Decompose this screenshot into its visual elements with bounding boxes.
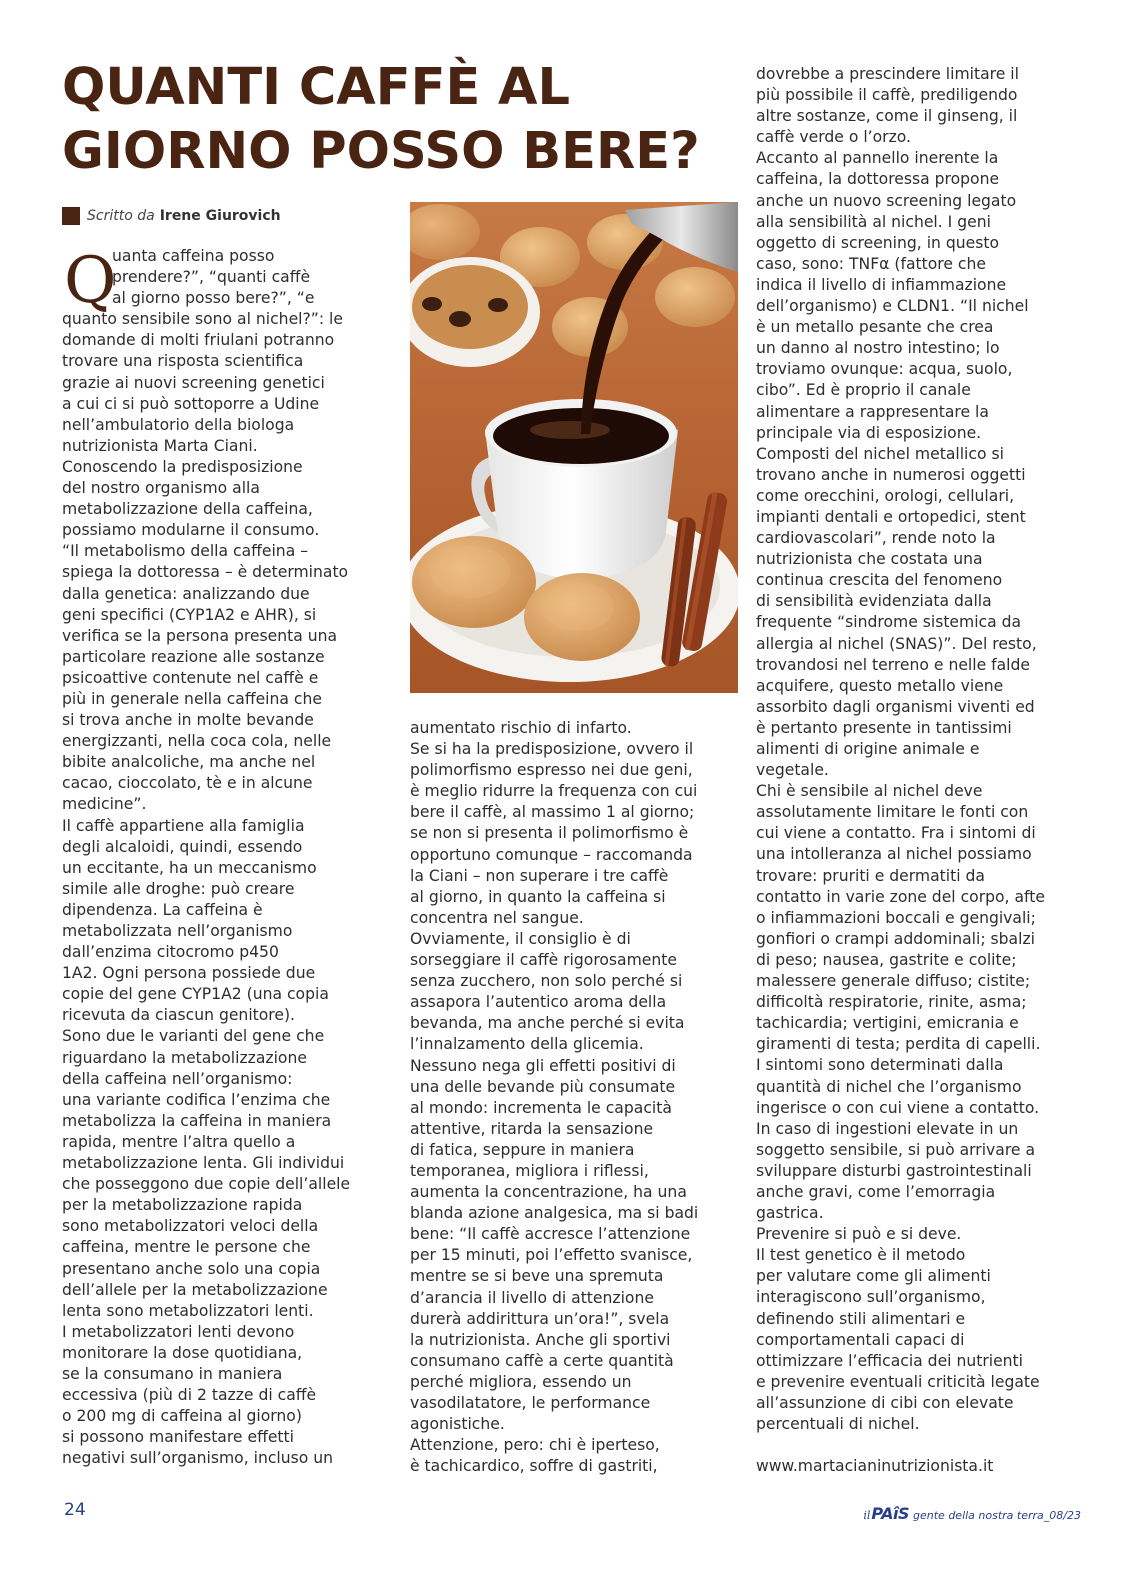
text-line: come orecchini, orologi, cellulari, — [756, 486, 1015, 505]
text-line: è un metallo pesante che crea — [756, 318, 994, 337]
text-line: la nutrizionista. Anche gli sportivi — [410, 1330, 671, 1349]
text-line: negativi sull’organismo, incluso un — [62, 1449, 334, 1468]
drop-cap: Q — [64, 244, 117, 318]
text-line: domande di molti friulani potranno — [62, 331, 335, 350]
text-line: Nessuno nega gli effetti positivi di — [410, 1056, 676, 1075]
text-line: grazie ai nuovi screening genetici — [62, 373, 325, 392]
text-line: più in generale nella caffeina che — [62, 689, 322, 708]
byline — [62, 206, 281, 226]
text-line: giramenti di testa; perdita di capelli. — [756, 1035, 1041, 1054]
text-line: si possono manifestare effetti — [62, 1428, 294, 1447]
text-line: “Il metabolismo della caffeina – — [62, 542, 308, 561]
brand-prefix: il — [863, 1509, 871, 1522]
text-line: l’innalzamento della glicemia. — [410, 1035, 644, 1054]
text-line: aumentato rischio di infarto. — [410, 719, 632, 737]
article-title: QUANTI CAFFÈ AL GIORNO POSSO BERE? — [62, 58, 700, 181]
text-line: ricevuta da ciascun genitore). — [62, 1006, 296, 1025]
text-line: gonfiori o crampi addominali; sbalzi — [756, 929, 1035, 948]
text-line: dell’allele per la metabolizzazione — [62, 1280, 328, 1299]
text-line: temporanea, migliora i riflessi, — [410, 1161, 649, 1180]
text-line: alimenti di origine animale e — [756, 740, 980, 758]
text-column-3 — [756, 64, 1078, 1477]
text-line: oggetto di screening, in questo — [756, 233, 1000, 252]
coffee-photo — [410, 202, 738, 693]
text-line: comportamentali capaci di — [756, 1330, 965, 1349]
text-line: di peso; nausea, gastrite e colite; — [756, 950, 1017, 969]
text-line: allergia al nichel (SNAS)”. Del resto, — [756, 634, 1037, 653]
text-line: consumano caffè a certe quantità — [410, 1351, 674, 1370]
text-line: sono metabolizzatori veloci della — [62, 1217, 319, 1236]
text-line: del nostro organismo alla — [62, 479, 260, 498]
text-line: particolare reazione alle sostanze — [62, 647, 325, 666]
text-line: frequente “sindrome sistemica da — [756, 613, 1022, 632]
text-line: contatto in varie zone del corpo, afte — [756, 887, 1045, 906]
text-line: vasodilatatore, le performance — [410, 1394, 651, 1412]
text-line: cardiovascolari”, rende noto la — [756, 529, 996, 548]
text-line: aumenta la concentrazione, ha una — [410, 1183, 687, 1202]
text-line: 1A2. Ogni persona possiede due — [62, 964, 316, 983]
text-line: nell’ambulatorio della biologa — [62, 415, 295, 434]
text-line: cibo”. Ed è proprio il canale — [756, 381, 971, 400]
text-line: blanda azione analgesica, ma si badi — [410, 1204, 699, 1223]
text-line: la Ciani – non superare i tre caffè — [410, 866, 669, 885]
text-line: In caso di ingestioni elevate in un — [756, 1119, 1019, 1138]
text-line: metabolizza la caffeina in maniera — [62, 1111, 332, 1130]
text-line: per la metabolizzazione rapida — [62, 1196, 303, 1215]
text-line: opportuno comunque – raccomanda — [410, 845, 693, 864]
text-line: spiega la dottoressa – è determinato — [62, 563, 349, 582]
text-line: Attenzione, pero: chi è iperteso, — [410, 1436, 660, 1455]
text-line: perché migliora, essendo un — [410, 1372, 632, 1391]
text-line: prendere?”, “quanti caffè — [112, 268, 311, 287]
text-line: altre sostanze, come il ginseng, il — [756, 107, 1018, 126]
text-line: interagiscono sull’organismo, — [756, 1288, 986, 1307]
text-line: bibite analcoliche, ma anche nel — [62, 753, 316, 772]
text-line: eccessiva (più di 2 tazze di caffè — [62, 1386, 317, 1405]
text-line: nutrizionista Marta Ciani. — [62, 436, 258, 455]
text-line: trovandosi nel terreno e nelle falde — [756, 655, 1031, 674]
text-line: degli alcaloidi, quindi, essendo — [62, 837, 303, 856]
text-line: durerà addirittura un’ora!”, svela — [410, 1309, 670, 1328]
text-line: metabolizzazione lenta. Gli individui — [62, 1154, 345, 1173]
text-line: a cui ci si può sottoporre a Udine — [62, 394, 320, 413]
text-line: ingerisce o con cui viene a contatto. — [756, 1098, 1040, 1117]
text-line: più possibile il caffè, prediligendo — [756, 86, 1018, 105]
text-line: al giorno, in quanto la caffeina si — [410, 887, 666, 906]
text-line: o 200 mg di caffeina al giorno) — [62, 1407, 302, 1426]
text-line: un danno al nostro intestino; lo — [756, 339, 1000, 358]
text-line: presentano anche solo una copia — [62, 1259, 321, 1278]
text-line: sviluppare disturbi gastrointestinali — [756, 1161, 1032, 1180]
text-line: dell’organismo) e CLDN1. “Il nichel — [756, 297, 1029, 316]
text-line: anche gravi, come l’emorragia — [756, 1182, 996, 1201]
text-column-2 — [410, 718, 732, 1477]
text-line: Ovviamente, il consiglio è di — [410, 929, 631, 948]
text-line: della caffeina nell’organismo: — [62, 1069, 293, 1088]
text-line: uanta caffeina posso — [112, 247, 275, 265]
text-column-1 — [62, 246, 384, 1469]
text-line: bene: “Il caffè accresce l’attenzione — [410, 1225, 691, 1244]
text-line: Il test genetico è il metodo — [756, 1246, 966, 1265]
text-line: per 15 minuti, poi l’effetto svanisce, — [410, 1246, 693, 1265]
text-line: possiamo modularne il consumo. — [62, 521, 320, 540]
text-line: monitorare la dose quotidiana, — [62, 1343, 303, 1362]
text-line: medicine”. — [62, 795, 147, 814]
text-line: trovare: pruriti e dermatiti da — [756, 866, 985, 885]
text-line: al giorno posso bere?”, “e — [112, 289, 315, 308]
brand-tagline: gente della nostra terra_08/23 — [913, 1509, 1081, 1522]
text-line: senza zucchero, non solo perché si — [410, 972, 683, 991]
text-line: assorbito dagli organismi viventi ed — [756, 697, 1035, 716]
text-line: impianti dentali e ortopedici, stent — [756, 507, 1026, 526]
text-line: caso, sono: TNFα (fattore che — [756, 254, 986, 273]
text-line: sorseggiare il caffè rigorosamente — [410, 951, 677, 970]
text-line: dall’enzima citocromo p450 — [62, 943, 279, 962]
text-line: dalla genetica: analizzando due — [62, 584, 310, 603]
text-line: metabolizzazione della caffeina, — [62, 500, 313, 519]
text-line: per valutare come gli alimenti — [756, 1267, 991, 1286]
text-line: e prevenire eventuali criticità legate — [756, 1372, 1040, 1391]
byline-square-icon — [62, 207, 80, 225]
text-line: caffè verde o l’orzo. — [756, 128, 911, 147]
text-line: una delle bevande più consumate — [410, 1077, 676, 1096]
text-line: soggetto sensibile, si può arrivare a — [756, 1140, 1035, 1159]
text-line: I sintomi sono determinati dalla — [756, 1056, 1004, 1075]
text-line: caffeina, la dottoressa propone — [756, 170, 1000, 189]
text-line: cui viene a contatto. Fra i sintomi di — [756, 824, 1036, 843]
text-line: è tachicardico, soffre di gastriti, — [410, 1457, 658, 1476]
text-line: Accanto al pannello inerente la — [756, 149, 999, 168]
text-line: acquifere, questo metallo viene — [756, 676, 1004, 695]
text-line: ottimizzare l’efficacia dei nutrienti — [756, 1351, 1024, 1370]
brand-logo: PAîS — [871, 1504, 910, 1523]
text-line: bevanda, ma anche perché si evita — [410, 1014, 685, 1033]
text-line: mentre se si beve una spremuta — [410, 1267, 664, 1286]
text-line: caffeina, mentre le persone che — [62, 1238, 311, 1257]
text-line: Sono due le varianti del gene che — [62, 1027, 325, 1046]
text-line: d’arancia il livello di attenzione — [410, 1288, 654, 1307]
text-line: indica il livello di infiammazione — [756, 275, 1007, 294]
text-line: concentra nel sangue. — [410, 908, 584, 927]
text-line: una variante codifica l’enzima che — [62, 1090, 331, 1109]
text-line: lenta sono metabolizzatori lenti. — [62, 1301, 314, 1320]
text-line: trovano anche in numerosi oggetti — [756, 465, 1026, 484]
text-line: energizzanti, nella coca cola, nelle — [62, 732, 332, 751]
text-line: agonistiche. — [410, 1415, 505, 1434]
text-line: quantità di nichel che l’organismo — [756, 1077, 1022, 1096]
text-line: Chi è sensibile al nichel deve — [756, 782, 983, 801]
text-line: percentuali di nichel. — [756, 1415, 920, 1433]
text-line: alimentare a rappresentare la — [756, 402, 989, 421]
text-line: è pertanto presente in tantissimi — [756, 718, 1012, 737]
text-line: polimorfismo espresso nei due geni, — [410, 761, 693, 780]
text-line: che posseggono due copie dell’allele — [62, 1175, 351, 1194]
text-line: o infiammazioni boccali e gengivali; — [756, 908, 1036, 927]
text-line: simile alle droghe: può creare — [62, 879, 295, 898]
text-line: Prevenire si può e si deve. — [756, 1225, 962, 1244]
text-line: principale via di esposizione. — [756, 423, 982, 442]
text-line: se non si presenta il polimorfismo è — [410, 824, 689, 843]
text-line: rapida, mentre l’altra quello a — [62, 1132, 296, 1151]
footer-brand — [863, 1504, 1081, 1523]
text-line: psicoattive contenute nel caffè e — [62, 668, 319, 687]
text-line: definendo stili alimentari e — [756, 1309, 966, 1328]
text-line: trovare una risposta scientifica — [62, 352, 304, 371]
text-line: Il caffè appartiene alla famiglia — [62, 816, 305, 835]
text-line: anche un nuovo screening legato — [756, 191, 1017, 210]
text-line: continua crescita del fenomeno — [756, 571, 1003, 590]
text-line: difficoltà respiratorie, rinite, asma; — [756, 993, 1027, 1012]
text-line: cacao, cioccolato, tè e in alcune — [62, 774, 313, 793]
text-line: quanto sensibile sono al nichel?”: le — [62, 310, 343, 329]
text-line: un eccitante, ha un meccanismo — [62, 858, 317, 877]
text-line: Se si ha la predisposizione, ovvero il — [410, 740, 694, 759]
author-name: Irene Giurovich — [159, 208, 281, 224]
text-line: geni specifici (CYP1A2 e AHR), si — [62, 605, 317, 624]
text-line: alla sensibilità al nichel. I geni — [756, 212, 991, 231]
text-line: di fatica, seppure in maniera — [410, 1140, 635, 1159]
text-line: copie del gene CYP1A2 (una copia — [62, 985, 329, 1004]
text-line: di sensibilità evidenziata dalla — [756, 592, 992, 611]
text-line: tachicardia; vertigini, emicrania e — [756, 1014, 1019, 1033]
text-line: malessere generale diffuso; cistite; — [756, 972, 1031, 991]
text-line: gastrica. — [756, 1204, 824, 1223]
text-line: attentive, ritarda la sensazione — [410, 1119, 654, 1138]
text-line: dipendenza. La caffeina è — [62, 900, 263, 919]
text-line: assapora l’autentico aroma della — [410, 993, 667, 1012]
text-line: dovrebbe a prescindere limitare il — [756, 65, 1019, 83]
text-line: troviamo ovunque: acqua, suolo, — [756, 360, 1013, 379]
text-line: verifica se la persona presenta una — [62, 626, 338, 645]
text-line: si trova anche in molte bevande — [62, 711, 314, 730]
text-line: al mondo: incrementa le capacità — [410, 1098, 672, 1117]
text-line: Composti del nichel metallico si — [756, 444, 1004, 463]
text-line: metabolizzata nell’organismo — [62, 922, 293, 940]
page-number: 24 — [64, 1500, 86, 1520]
text-line: www.martacianinutrizionista.it — [756, 1457, 994, 1476]
text-line: riguardano la metabolizzazione — [62, 1048, 307, 1067]
text-line: una intolleranza al nichel possiamo — [756, 845, 1032, 864]
text-line: all’assunzione di cibi con elevate — [756, 1393, 1014, 1412]
text-line: è meglio ridurre la frequenza con cui — [410, 782, 698, 801]
text-line: vegetale. — [756, 761, 829, 780]
text-line: Conoscendo la predisposizione — [62, 457, 303, 476]
text-line: se la consumano in maniera — [62, 1364, 283, 1383]
text-line — [756, 1435, 1078, 1456]
text-line: bere il caffè, al massimo 1 al giorno; — [410, 803, 695, 822]
byline-prefix: Scritto da — [87, 208, 155, 224]
text-line: nutrizionista che costata una — [756, 550, 983, 569]
text-line: assolutamente limitare le fonti con — [756, 803, 1029, 822]
text-line: I metabolizzatori lenti devono — [62, 1322, 295, 1341]
